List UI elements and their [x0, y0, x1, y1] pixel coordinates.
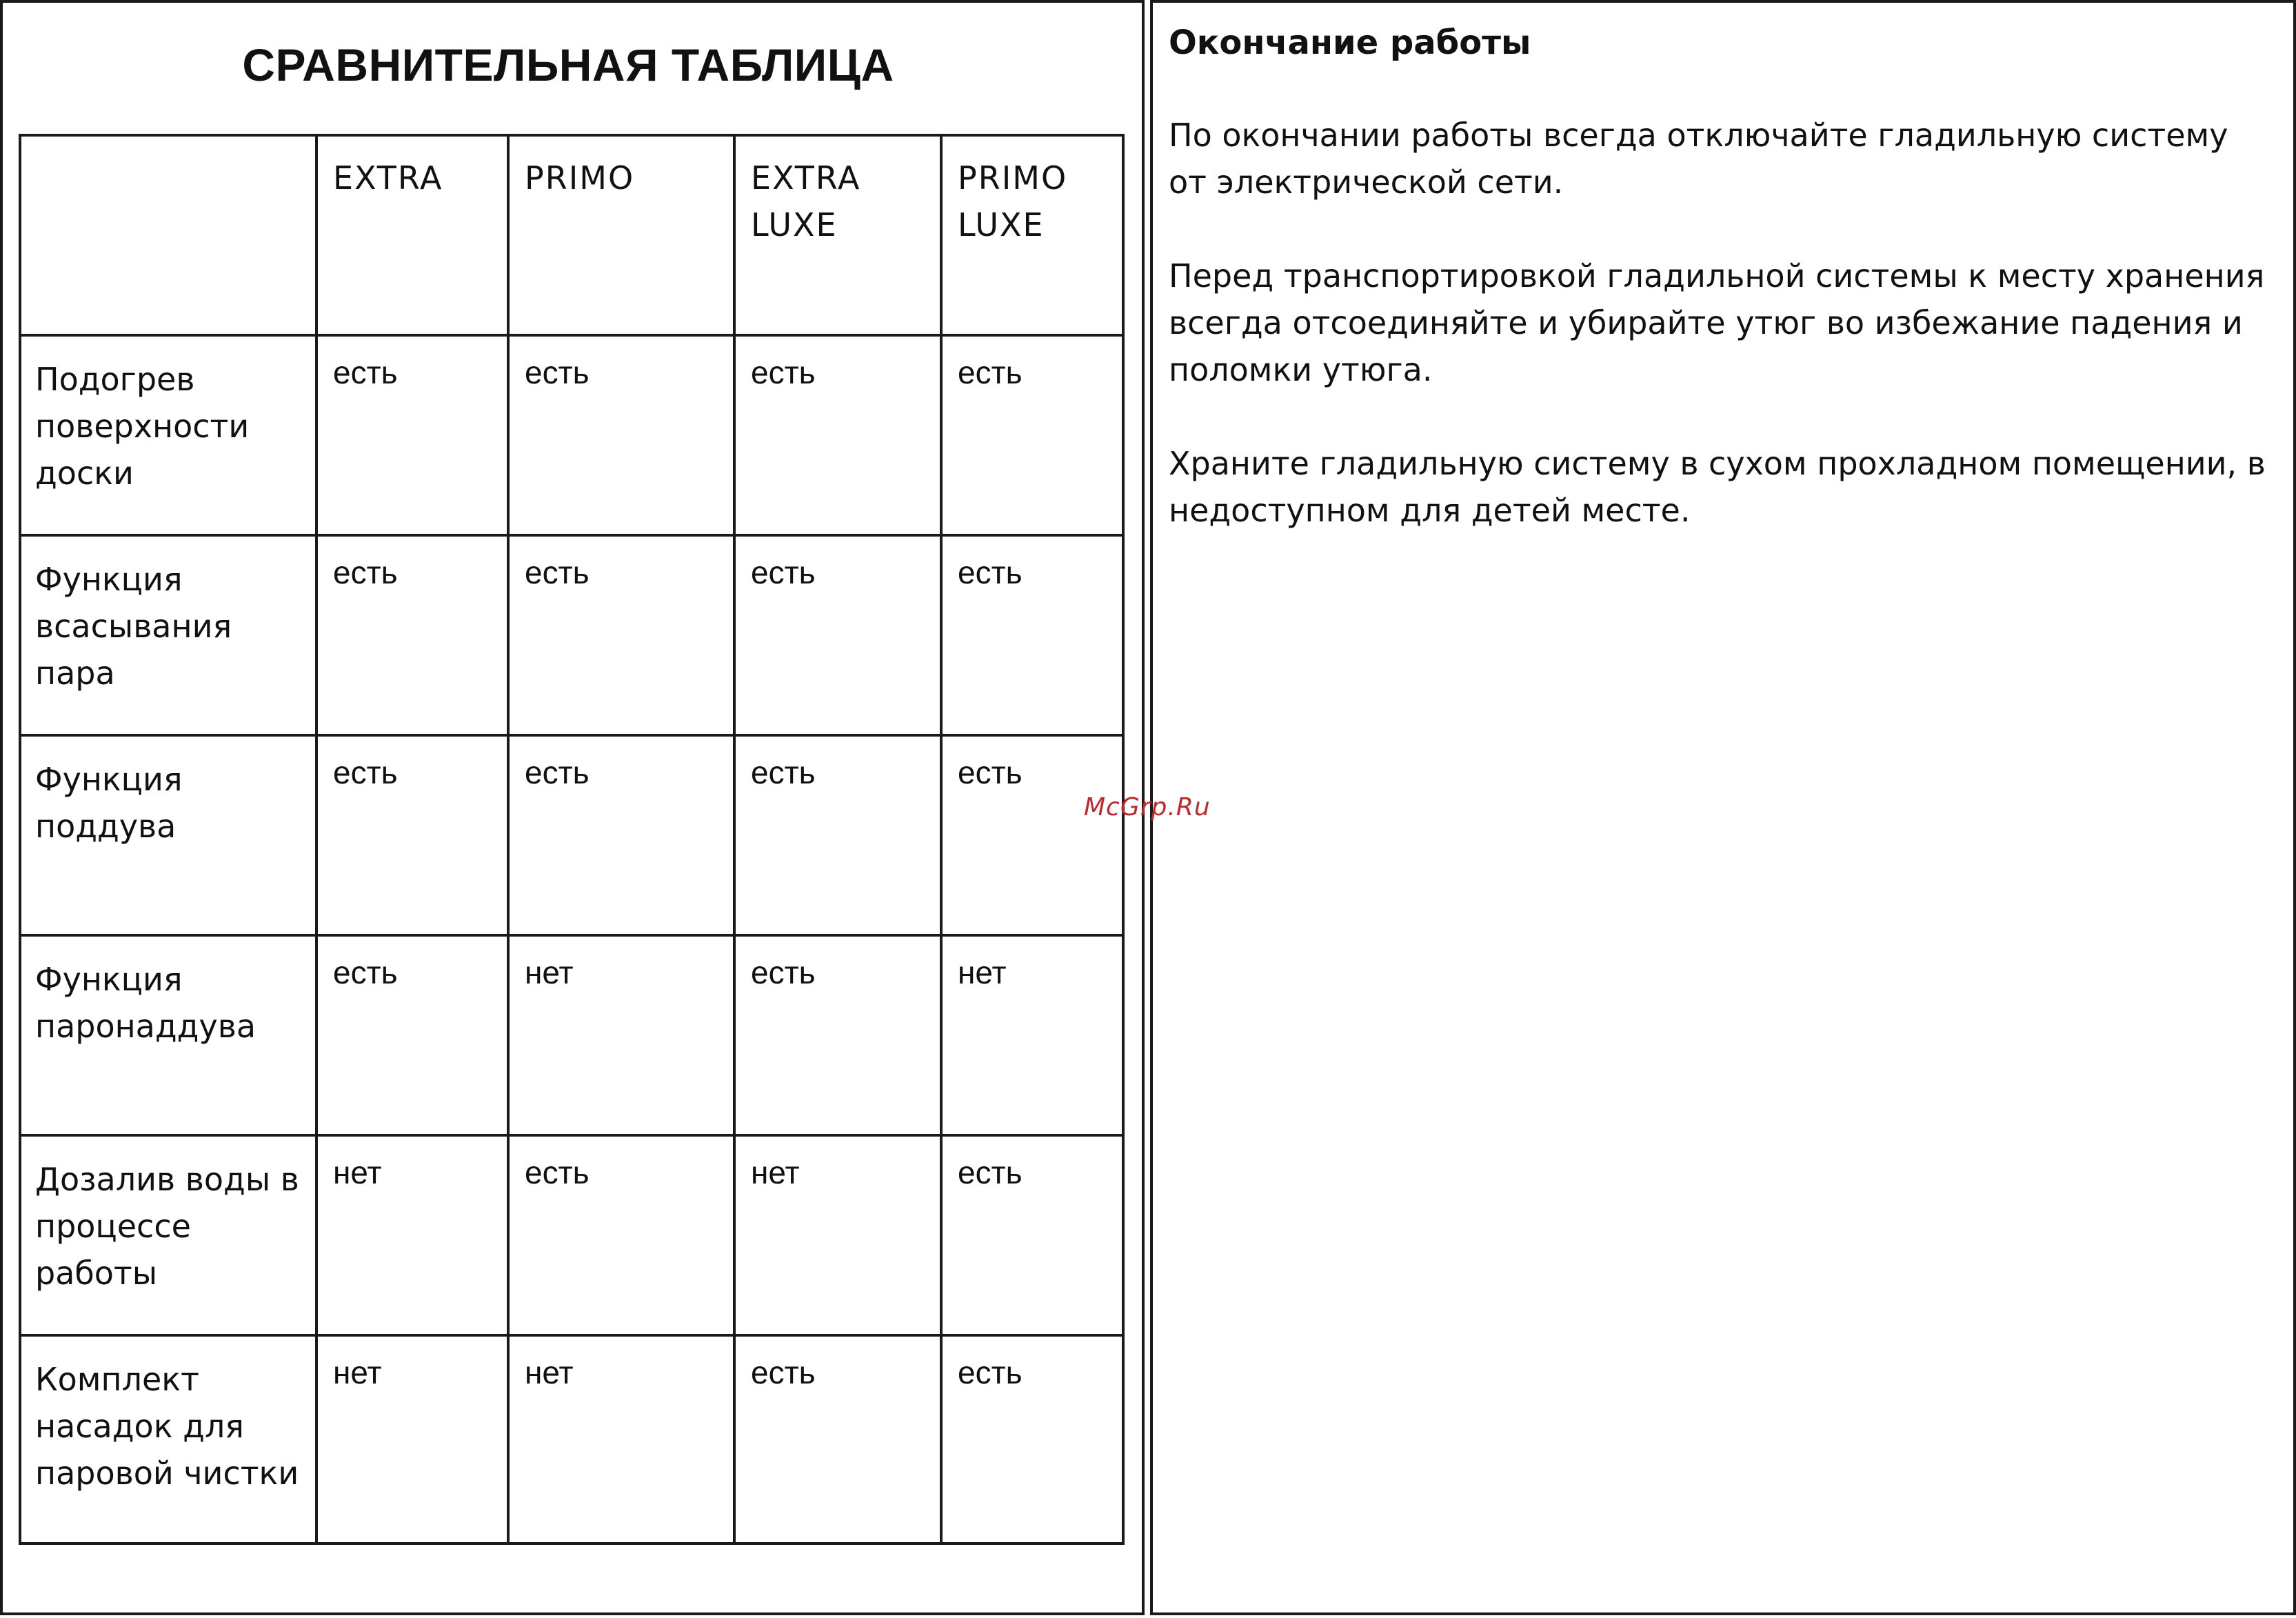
value-cell: есть — [734, 1335, 941, 1544]
watermark: McGrp.Ru — [1084, 793, 1211, 821]
value-cell: есть — [316, 335, 508, 535]
value-cell: есть — [508, 1135, 734, 1335]
paragraph: Перед транспортировкой гладильной системы к месту хранения всегда отсоединяйте и убирайте утюг во избежание падения и поломки утюга. — [1169, 257, 2265, 388]
table-row — [20, 1135, 1123, 1335]
value-cell: есть — [941, 1135, 1123, 1335]
value-cell: есть — [734, 935, 941, 1135]
feature-cell: Дозалив воды в процессе работы — [20, 1135, 316, 1335]
table-row — [20, 1335, 1123, 1544]
value-cell: есть — [734, 735, 941, 935]
value-cell: нет — [316, 1135, 508, 1335]
value-cell: есть — [316, 535, 508, 735]
value-cell: есть — [316, 935, 508, 1135]
comparison-table — [19, 134, 1125, 1545]
value-cell: есть — [734, 535, 941, 735]
value-cell: есть — [734, 335, 941, 535]
table-row — [20, 335, 1123, 535]
value-cell: есть — [508, 535, 734, 735]
feature-cell: Функция поддува — [20, 735, 316, 935]
feature-cell: Функция всасывания пара — [20, 535, 316, 735]
header-cell-primo: PRIMO — [508, 135, 734, 335]
left-page — [0, 0, 1145, 1615]
value-cell: нет — [316, 1335, 508, 1544]
feature-cell: Функция паронаддува — [20, 935, 316, 1135]
header-cell-extra-luxe: EXTRA LUXE — [734, 135, 941, 335]
value-cell: есть — [508, 335, 734, 535]
feature-cell: Подогрев поверхности доски — [20, 335, 316, 535]
value-cell: есть — [316, 735, 508, 935]
value-cell: есть — [941, 535, 1123, 735]
right-page — [1150, 0, 2296, 1615]
table-header-row — [20, 135, 1123, 335]
value-cell: нет — [734, 1135, 941, 1335]
value-cell: нет — [941, 935, 1123, 1135]
header-cell-primo-luxe: PRIMO LUXE — [941, 135, 1123, 335]
header-cell-empty — [20, 135, 316, 335]
paragraph: Храните гладильную систему в сухом прохладном помещении, в недоступном для детей месте. — [1169, 445, 2266, 529]
section-heading: Окончание работы — [1169, 23, 1531, 62]
paragraph: По окончании работы всегда отключайте гладильную систему от электрической сети. — [1169, 117, 2228, 201]
value-cell: нет — [508, 935, 734, 1135]
value-cell: есть — [941, 735, 1123, 935]
header-cell-extra: EXTRA — [316, 135, 508, 335]
value-cell: есть — [508, 735, 734, 935]
table-row — [20, 735, 1123, 935]
value-cell: нет — [508, 1335, 734, 1544]
value-cell: есть — [941, 1335, 1123, 1544]
table-row — [20, 535, 1123, 735]
right-content — [1169, 15, 2272, 581]
table-title: СРАВНИТЕЛЬНАЯ ТАБЛИЦА — [242, 39, 894, 90]
feature-cell: Комплект насадок для паровой чистки — [20, 1335, 316, 1544]
value-cell: есть — [941, 335, 1123, 535]
table-row — [20, 935, 1123, 1135]
